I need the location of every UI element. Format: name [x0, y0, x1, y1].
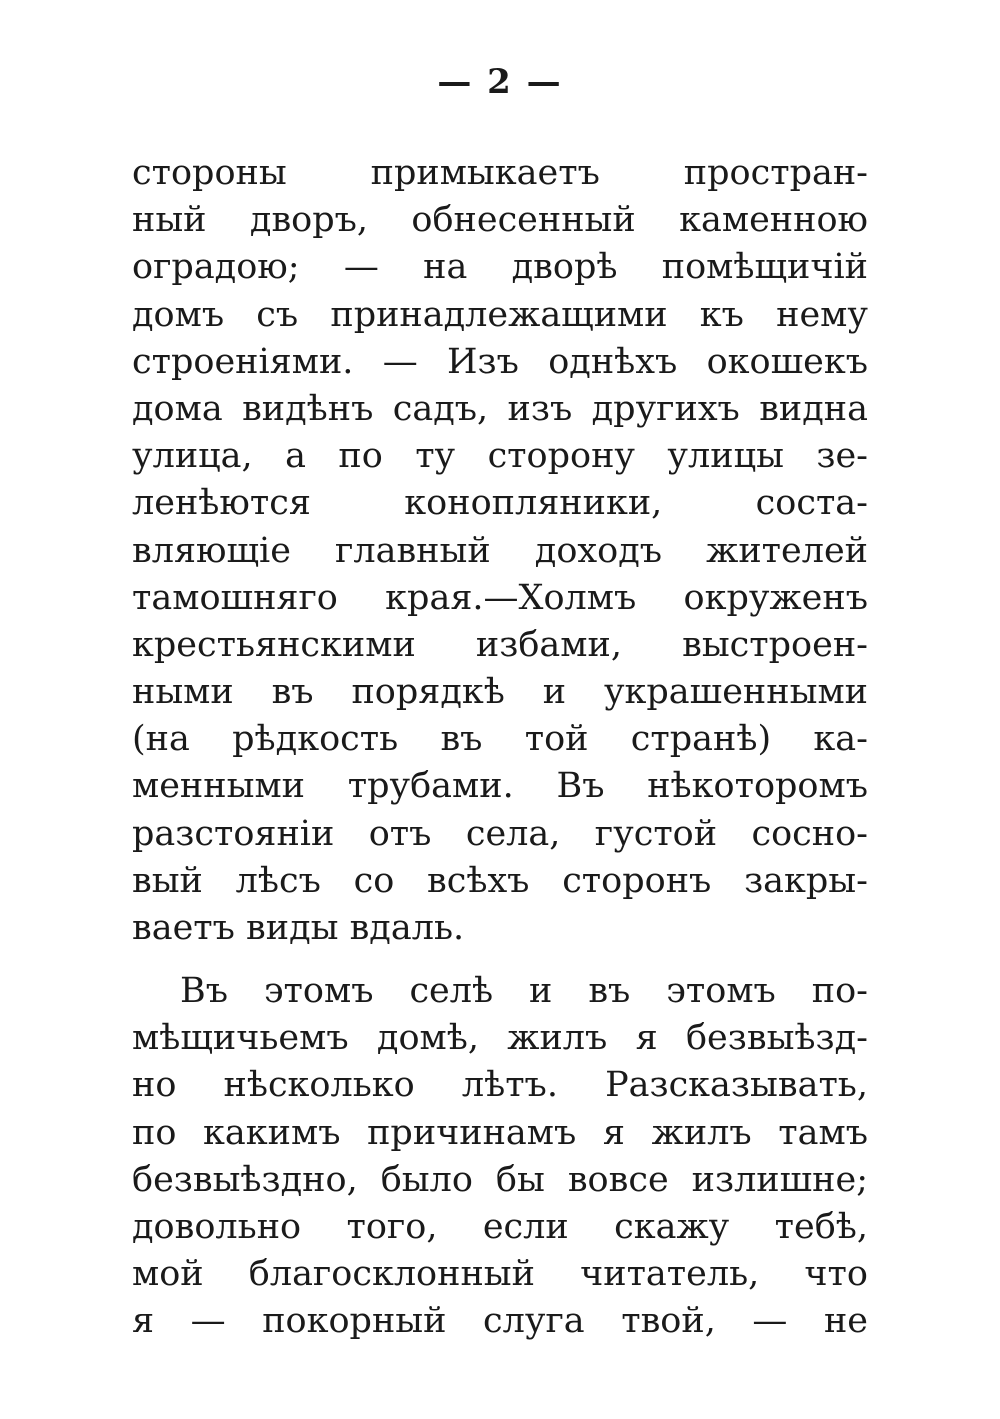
text-line: мѣщичьемъ домѣ, жилъ я безвыѣзд-	[132, 1018, 868, 1059]
text-line: разстояніи отъ села, густой сосно-	[132, 813, 868, 854]
text-line: строеніями. — Изъ однѣхъ окошекъ	[132, 341, 868, 382]
text-line: улица, а по ту сторону улицы зе-	[132, 436, 868, 477]
text-line: по какимъ причинамъ я жилъ тамъ	[132, 1112, 868, 1153]
page-number-header: — 2 —	[437, 62, 563, 102]
text-line: я — покорный слуга твой, — не	[132, 1301, 868, 1342]
text-line: ный дворъ, обнесенный каменною	[132, 200, 868, 241]
text-line: Въ этомъ селѣ и въ этомъ по-	[180, 971, 868, 1011]
text-line: но нѣсколько лѣтъ. Разсказывать,	[132, 1065, 868, 1106]
text-line: ленѣются конопляники, соста-	[132, 483, 868, 524]
text-line: тамошняго края.—Холмъ окруженъ	[132, 577, 868, 618]
text-line: дома видѣнъ садъ, изъ другихъ видна	[132, 388, 868, 429]
text-line: крестьянскими избами, выстроен-	[132, 624, 868, 665]
text-line: (на рѣдкость въ той странѣ) ка-	[132, 719, 868, 760]
text-line: менными трубами. Въ нѣкоторомъ	[132, 766, 868, 807]
text-line: стороны примыкаетъ простран-	[132, 153, 868, 193]
text-line: ваетъ виды вдаль.	[132, 908, 465, 948]
paragraph-2	[132, 968, 868, 1346]
text-line: оградою; — на дворѣ помѣщичій	[132, 247, 868, 288]
text-line: вляющіе главный доходъ жителей	[132, 530, 868, 571]
text-line: ными въ порядкѣ и украшенными	[132, 672, 868, 713]
text-line: довольно того, если скажу тебѣ,	[132, 1206, 868, 1247]
text-line: мой благосклонный читатель, что	[132, 1254, 868, 1295]
text-line: безвыѣздно, было бы вовсе излишне;	[132, 1159, 868, 1200]
paragraph-1	[132, 150, 868, 952]
text-line: домъ съ принадлежащими къ нему	[132, 294, 868, 335]
text-line: вый лѣсъ со всѣхъ сторонъ закры-	[132, 860, 868, 901]
